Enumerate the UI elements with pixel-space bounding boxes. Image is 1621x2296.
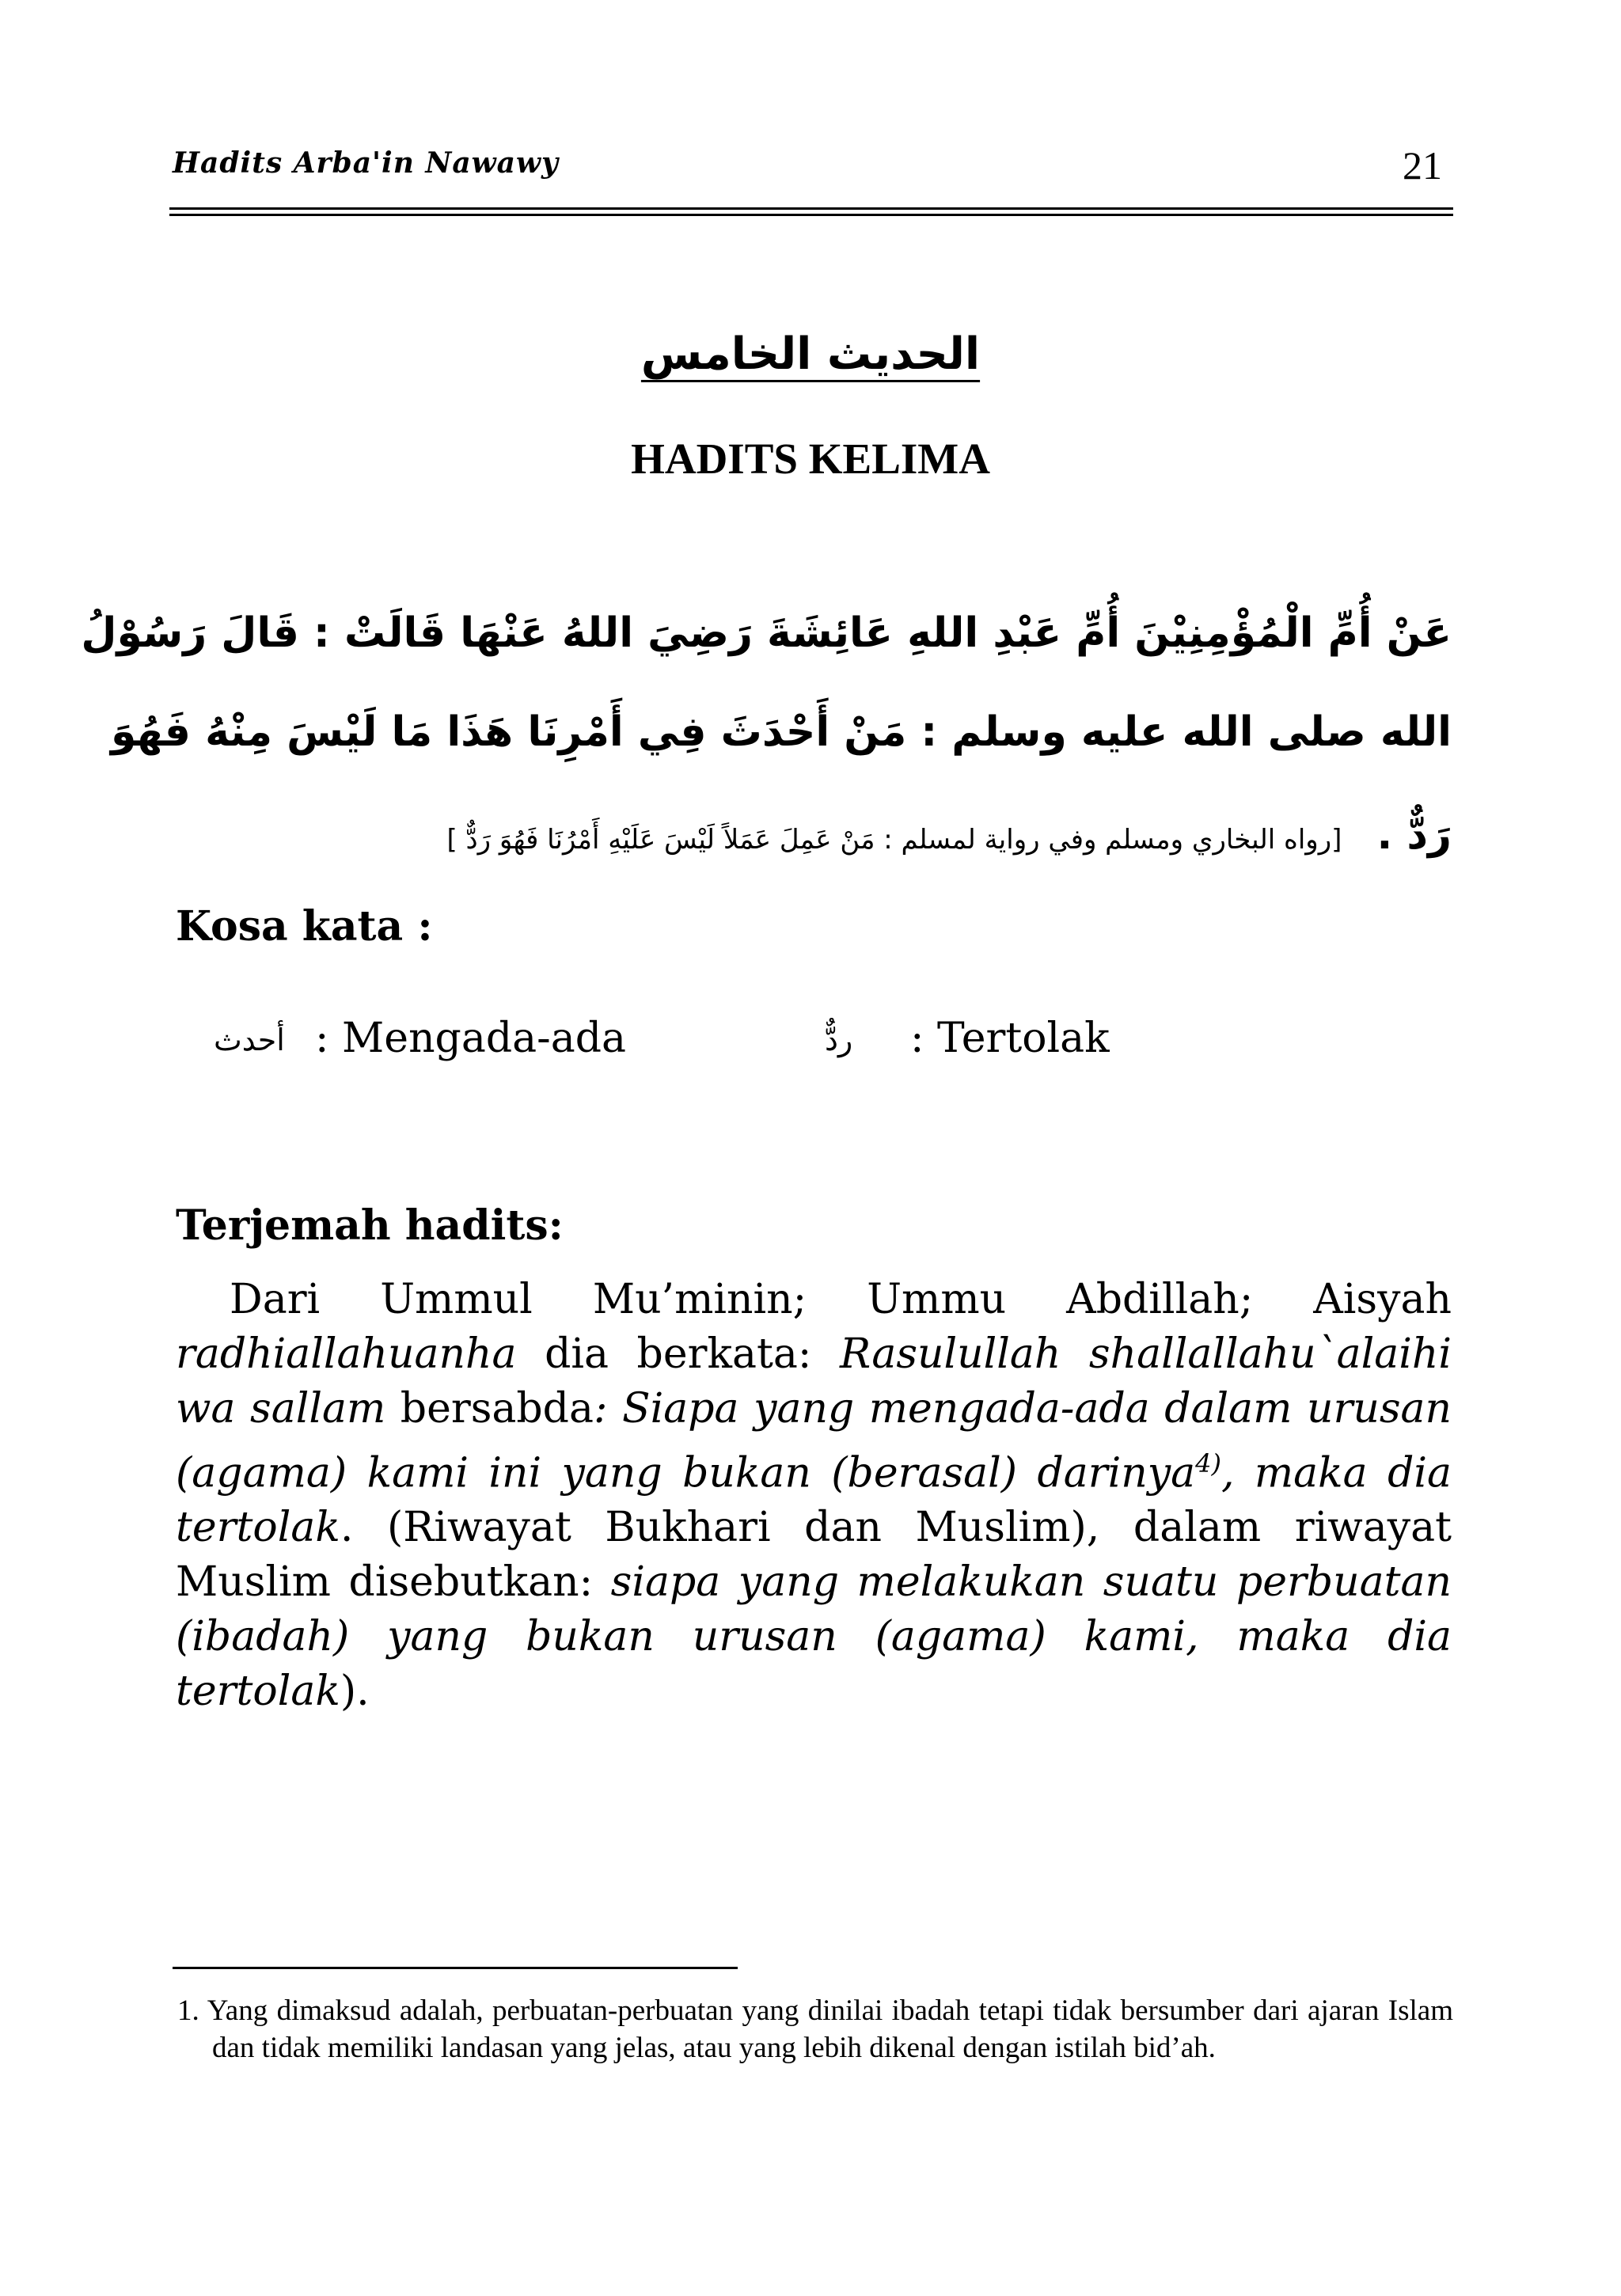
hadith-arabic-line-3 <box>173 811 1452 859</box>
arabic-title <box>0 328 1621 380</box>
footnote: 1. Yang dimaksud adalah, perbuatan-perbuatan yang dinilai ibadah tetapi tidak bersumber dari ajaran Islam dan tidak memiliki landasan yang jelas, atau yang lebih dikenal dengan istilah bid’ah. <box>177 1994 1453 2064</box>
header-rule-bottom <box>169 214 1453 216</box>
translation-part-1: Dari Ummul Mu’minin; Ummu Abdillah; Aisyah <box>230 1276 1452 1323</box>
translation-paragraph <box>176 1273 1452 1719</box>
translation-part-5: bersabda <box>385 1385 594 1433</box>
vocab-meaning-2: : Tertolak <box>910 1015 1110 1062</box>
vocab-meaning-1: : Mengada-ada <box>315 1015 626 1062</box>
hadith-arabic-line-2: الله صلى الله عليه وسلم : مَنْ أَحْدَثَ فِي أَمْرِنَا هَذَا مَا لَيْسَ مِنْهُ فَهُوَ <box>110 708 1452 756</box>
translation-part-4: Rasulullah shallallahu`alaihi wa sallam <box>176 1330 1452 1433</box>
running-title: Hadits Arba'in Nawawy <box>173 146 559 180</box>
hadith-narration-note: [رواه البخاري ومسلم وفي رواية لمسلم : مَنْ عَمِلَ عَمَلاً لَيْسَ عَلَيْهِ أَمْرُنَا فَهُوَ رَدٌّ ] <box>446 824 1342 856</box>
hadith-arabic-ending: رَدٌّ . <box>1376 811 1452 859</box>
translation-part-2: radhiallahuanha <box>176 1330 517 1378</box>
translation-heading: Terjemah hadits: <box>176 1201 564 1250</box>
translation-part-8: . (Riwayat Bukhari dan Muslim), dalam riwayat Muslim disebutkan: <box>176 1504 1452 1607</box>
vocab-arabic-2: ردٌّ <box>825 1023 853 1057</box>
translation-part-3: dia berkata: <box>516 1330 840 1378</box>
translation-part-9: siapa yang melakukan suatu perbuatan (ibadah) yang bukan urusan (agama) kami, maka dia tertolak <box>176 1558 1452 1716</box>
translation-part-7: , maka dia tertolak <box>176 1449 1452 1552</box>
translation-part-10: ). <box>340 1668 370 1716</box>
footnote-marker: 4) <box>1195 1448 1221 1478</box>
translation-body <box>176 1273 1452 1719</box>
arabic-title-text: الحديث الخامس <box>640 328 981 380</box>
header-rule-top <box>169 207 1453 210</box>
vocab-arabic-1: أحدث <box>214 1023 285 1057</box>
footnote-rule <box>173 1967 738 1969</box>
page-number: 21 <box>1403 143 1442 188</box>
translation-part-6: : Siapa yang mengada-ada dalam urusan (agama) kami ini yang bukan (berasal) darinya <box>176 1385 1452 1497</box>
english-title: HADITS KELIMA <box>631 435 990 483</box>
vocabulary-heading: Kosa kata : <box>176 902 433 951</box>
hadith-arabic-line-1: عَنْ أُمِّ الْمُؤْمِنِيْنَ أُمِّ عَبْدِ اللهِ عَائِشَةَ رَضِيَ اللهُ عَنْهَا قَالَتْ : قَالَ رَسُوْلُ <box>81 609 1452 657</box>
